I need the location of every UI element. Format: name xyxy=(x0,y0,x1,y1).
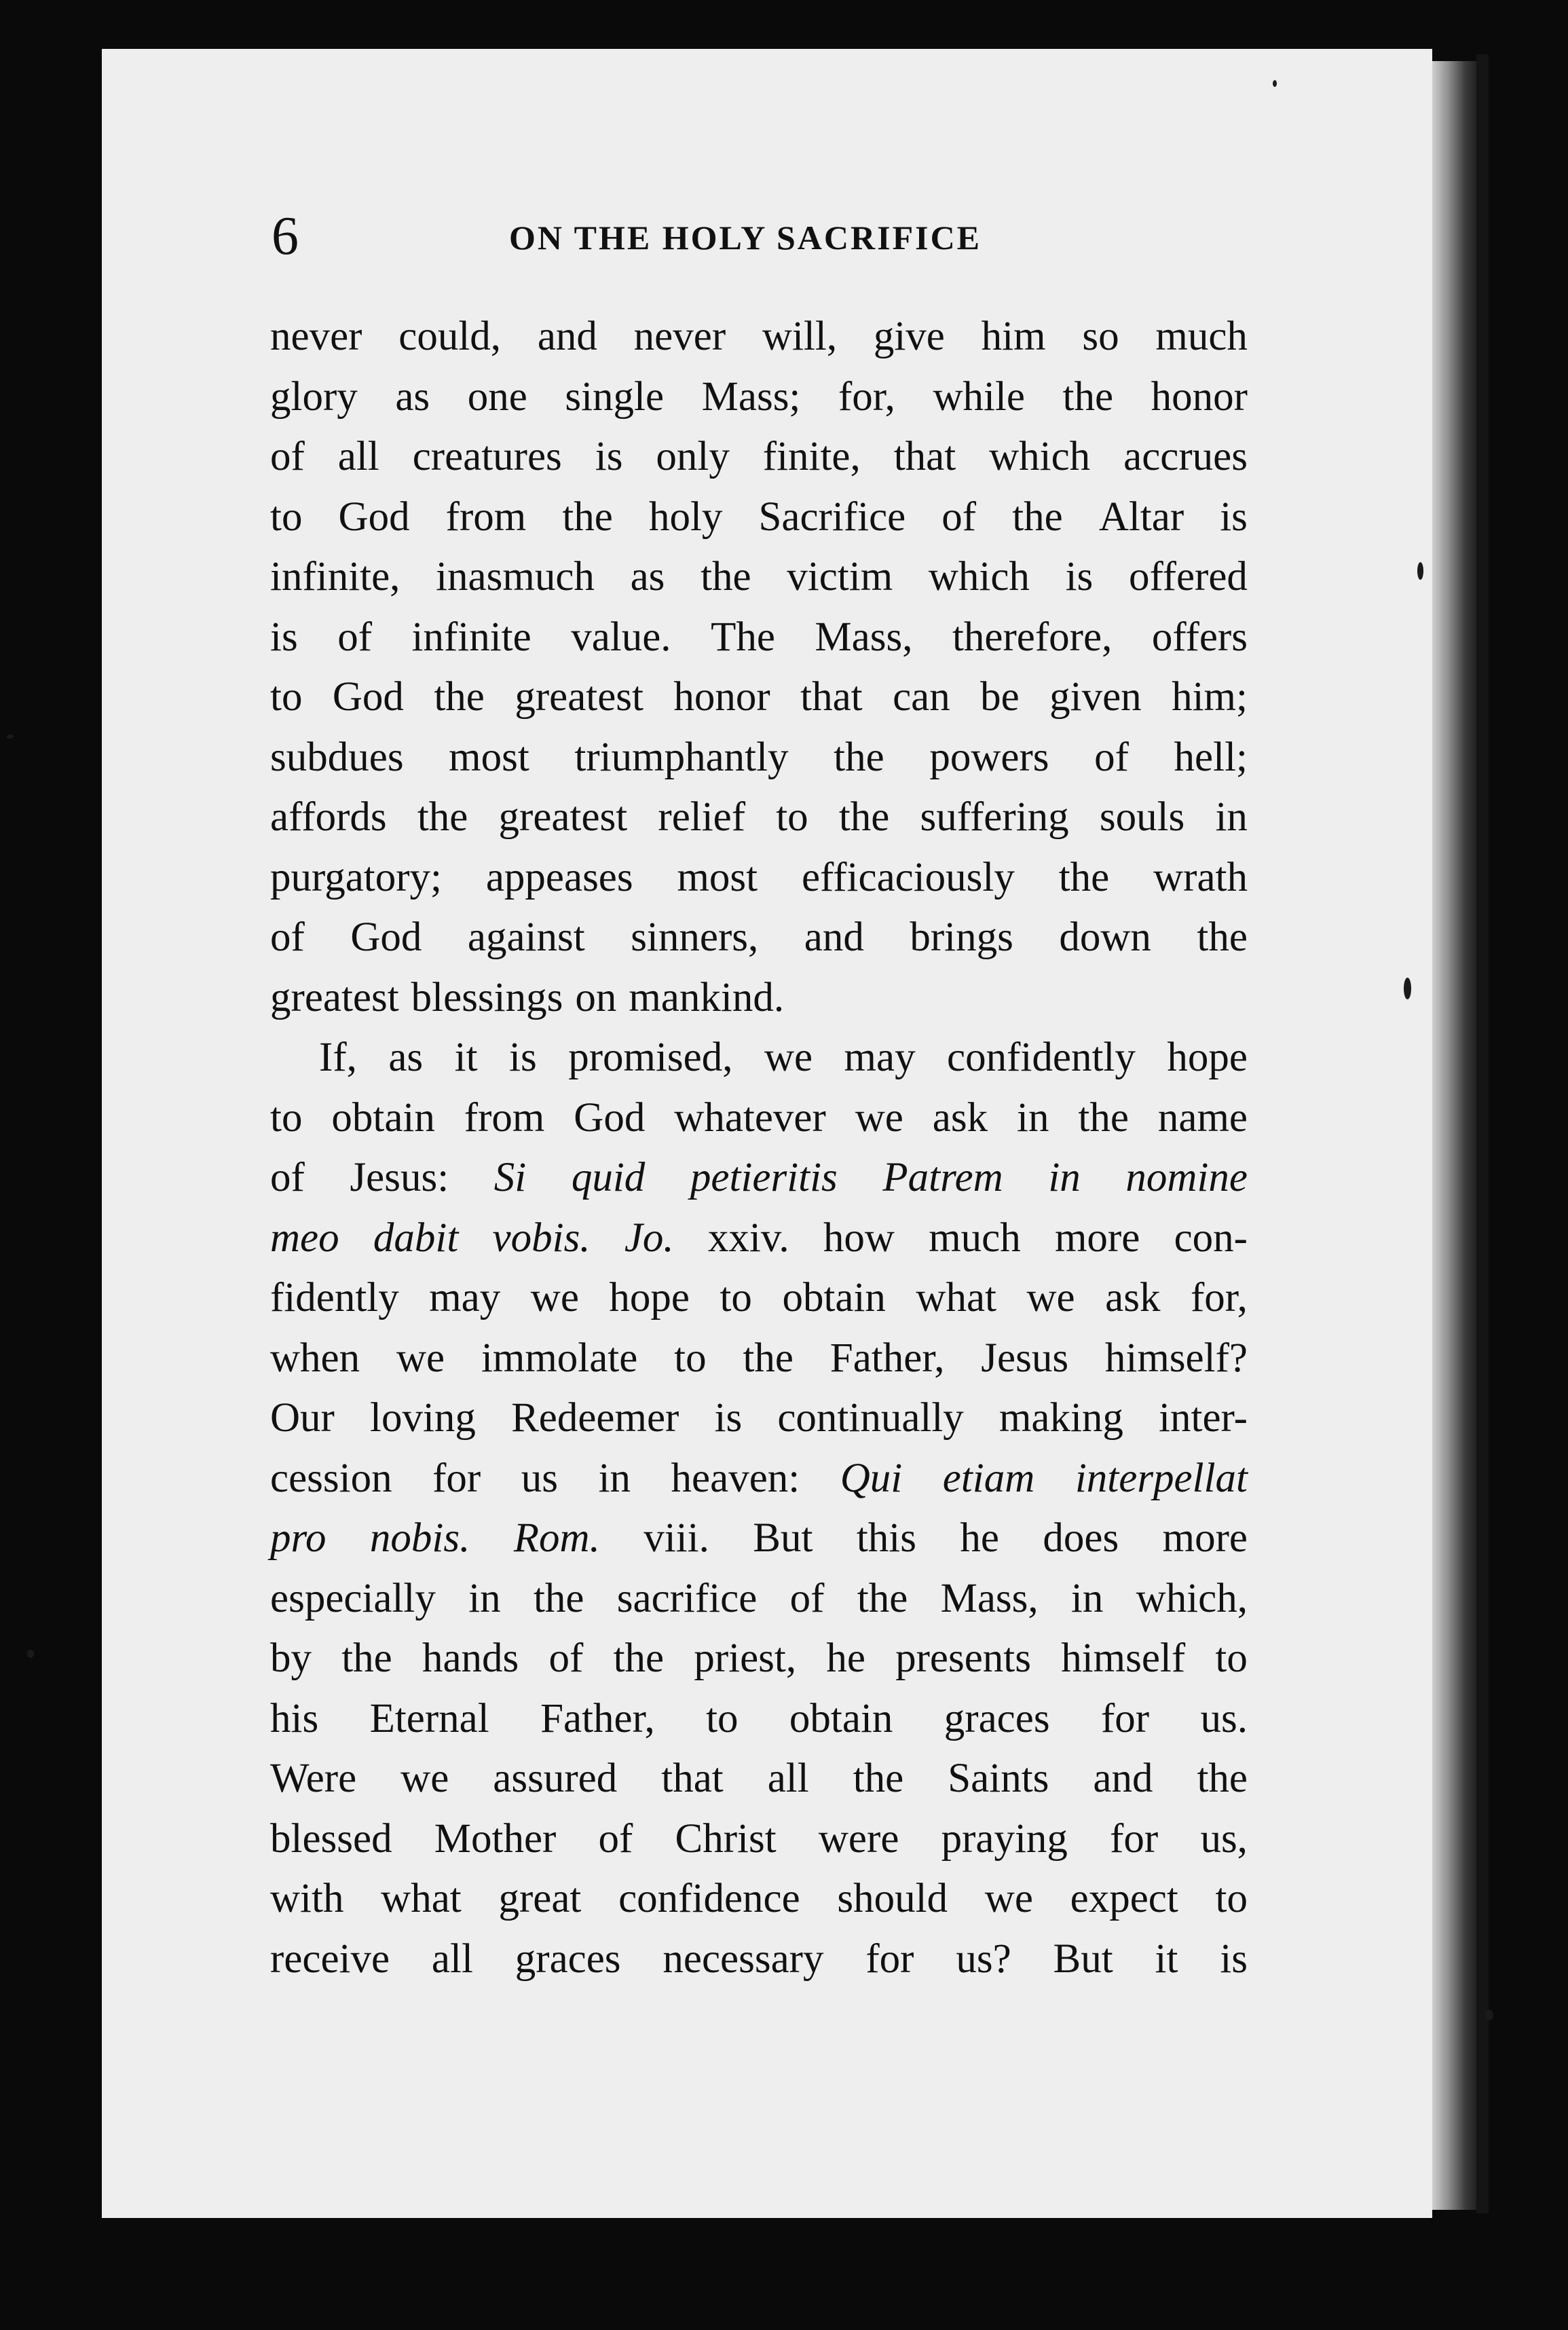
word: for, xyxy=(838,373,895,420)
word: against xyxy=(467,914,585,960)
word: name xyxy=(1157,1094,1248,1141)
word: victim xyxy=(787,554,893,599)
word: hope xyxy=(1167,1035,1248,1080)
word: Father, xyxy=(540,1695,655,1741)
word: God xyxy=(350,914,422,960)
word: of xyxy=(1094,734,1129,780)
word: Jo. xyxy=(624,1215,674,1261)
word: as xyxy=(388,1035,424,1080)
word: most xyxy=(449,734,529,780)
word: Mass, xyxy=(940,1575,1039,1621)
word: which xyxy=(989,434,1091,479)
word: God xyxy=(338,494,410,540)
text-line xyxy=(270,1268,1248,1329)
text-line xyxy=(270,908,1248,968)
word: nobis. xyxy=(369,1515,470,1561)
word: us xyxy=(521,1455,559,1501)
word: obtain xyxy=(789,1695,893,1741)
word: will, xyxy=(762,314,838,359)
word: presents xyxy=(895,1635,1031,1681)
word: wrath xyxy=(1153,854,1248,900)
word: the xyxy=(1197,1756,1248,1801)
word: graces xyxy=(515,1936,621,1982)
word: of xyxy=(941,494,977,540)
word: to xyxy=(270,1094,303,1141)
word: efficaciously xyxy=(801,854,1015,900)
word: glory xyxy=(270,373,358,420)
word: pro xyxy=(270,1515,326,1561)
word: this xyxy=(856,1515,916,1561)
word: him; xyxy=(1172,674,1248,720)
text-line xyxy=(270,1869,1248,1929)
word: the xyxy=(838,794,890,840)
word: more xyxy=(1162,1515,1248,1561)
word: Mother xyxy=(434,1815,557,1862)
text-line xyxy=(270,1809,1248,1870)
word: what xyxy=(381,1876,462,1921)
word: single xyxy=(565,373,665,420)
word: blessings xyxy=(411,974,563,1020)
word: dabit xyxy=(373,1215,459,1261)
text-line xyxy=(270,608,1248,668)
word: as xyxy=(395,373,430,420)
word: of xyxy=(337,614,373,660)
word: from xyxy=(464,1094,545,1141)
word: inter- xyxy=(1159,1395,1248,1441)
word: the xyxy=(1197,914,1248,960)
word: Sacrifice xyxy=(758,494,906,540)
word: Jesus: xyxy=(350,1155,449,1200)
text-line xyxy=(270,1028,1248,1088)
word: the xyxy=(1012,494,1063,540)
word: in xyxy=(1070,1575,1104,1621)
word: of xyxy=(270,914,305,960)
word: therefore, xyxy=(952,614,1113,660)
page-edge-shadow xyxy=(1432,61,1480,2210)
word: which, xyxy=(1136,1575,1248,1621)
text-line xyxy=(270,1509,1248,1569)
word: more xyxy=(1054,1215,1140,1261)
word: receive xyxy=(270,1936,390,1982)
word: his xyxy=(270,1695,319,1741)
word: given xyxy=(1049,674,1142,720)
word: could, xyxy=(398,314,502,359)
word: in xyxy=(1215,794,1248,840)
word: especially xyxy=(270,1575,436,1621)
word: the xyxy=(743,1335,794,1381)
scan-speck xyxy=(1273,80,1277,87)
word: himself xyxy=(1061,1635,1186,1681)
word: we xyxy=(984,1876,1033,1921)
text-line xyxy=(270,667,1248,728)
text-line xyxy=(270,547,1248,608)
word: he xyxy=(826,1635,865,1681)
text-line xyxy=(270,1329,1248,1389)
word: hope xyxy=(609,1275,690,1320)
text-line xyxy=(270,1449,1248,1509)
word: assured xyxy=(493,1756,618,1801)
word: the xyxy=(562,494,613,540)
word: affords xyxy=(270,794,387,840)
word: whatever xyxy=(674,1094,826,1141)
word: in xyxy=(598,1455,631,1501)
text-line xyxy=(270,1148,1248,1208)
body-text xyxy=(270,307,1248,1989)
word: the xyxy=(434,674,485,720)
word: while xyxy=(933,373,1025,420)
word: sacrifice xyxy=(616,1575,758,1621)
word: is xyxy=(1065,554,1094,599)
word: by xyxy=(270,1635,312,1681)
word: appeases xyxy=(485,854,633,900)
word: for xyxy=(865,1936,914,1982)
word: brings xyxy=(910,914,1013,960)
word: we xyxy=(1026,1275,1075,1320)
word: If, xyxy=(319,1035,357,1080)
word: Were xyxy=(270,1756,357,1801)
word: nomine xyxy=(1125,1155,1248,1200)
word: obtain xyxy=(782,1275,886,1320)
word: obtain xyxy=(331,1094,435,1141)
word: and xyxy=(537,314,597,359)
text-line xyxy=(270,728,1248,788)
word: ask xyxy=(1105,1275,1161,1320)
word: expect xyxy=(1070,1876,1178,1921)
word: him xyxy=(981,314,1046,359)
word: the xyxy=(1062,373,1114,420)
text-line xyxy=(270,1749,1248,1809)
word: the xyxy=(533,1575,584,1621)
word: we xyxy=(530,1275,579,1320)
word: sinners, xyxy=(631,914,759,960)
word: is xyxy=(509,1035,537,1080)
word: much xyxy=(929,1215,1021,1261)
word: may xyxy=(429,1275,501,1320)
scan-speck xyxy=(27,1650,34,1658)
word: how xyxy=(823,1215,895,1261)
text-line xyxy=(270,1929,1248,1990)
word: making xyxy=(998,1395,1123,1441)
word: loving xyxy=(370,1395,476,1441)
word: honor xyxy=(1151,373,1248,420)
word: is xyxy=(1220,494,1248,540)
word: cession xyxy=(270,1455,392,1501)
word: infinite, xyxy=(270,554,400,599)
word: that xyxy=(661,1756,724,1801)
word: for xyxy=(1110,1815,1159,1862)
word: creatures xyxy=(412,434,562,479)
word: all xyxy=(767,1756,809,1801)
scan-speck xyxy=(7,735,14,739)
word: all xyxy=(431,1936,473,1982)
page-number: 6 xyxy=(272,206,299,266)
word: all xyxy=(337,434,379,479)
word: himself? xyxy=(1104,1335,1248,1381)
word: souls xyxy=(1099,794,1185,840)
word: may xyxy=(844,1035,916,1080)
word: triumphantly xyxy=(574,734,789,780)
word: to xyxy=(1215,1635,1248,1681)
word: praying xyxy=(941,1815,1068,1862)
word: us, xyxy=(1200,1815,1248,1862)
word: of xyxy=(270,1155,305,1200)
word: is xyxy=(714,1395,743,1441)
word: Christ xyxy=(675,1815,777,1862)
word: purgatory; xyxy=(270,854,442,900)
word: But xyxy=(1053,1936,1113,1982)
word: finite, xyxy=(762,434,861,479)
word: the xyxy=(417,794,468,840)
word: we xyxy=(855,1094,903,1141)
word: immolate xyxy=(481,1335,638,1381)
word: promised, xyxy=(568,1035,733,1080)
text-line xyxy=(270,307,1248,367)
word: hell; xyxy=(1174,734,1248,780)
text-line xyxy=(270,427,1248,487)
word: never xyxy=(270,314,362,359)
word: to xyxy=(270,674,303,720)
word: blessed xyxy=(270,1815,392,1862)
word: viii. xyxy=(643,1515,709,1561)
word: accrues xyxy=(1123,434,1248,479)
word: Father, xyxy=(829,1335,945,1381)
word: infinite xyxy=(411,614,531,660)
word: Qui xyxy=(840,1455,903,1501)
scan-speck xyxy=(1404,978,1411,999)
word: confidently xyxy=(947,1035,1136,1080)
word: great xyxy=(498,1876,582,1921)
word: Eternal xyxy=(369,1695,489,1741)
word: hands xyxy=(422,1635,519,1681)
word: give xyxy=(873,314,945,359)
word: what xyxy=(916,1275,996,1320)
text-line xyxy=(270,1388,1248,1449)
word: is xyxy=(595,434,623,479)
word: heaven: xyxy=(671,1455,800,1501)
word: inasmuch xyxy=(436,554,595,599)
word: when xyxy=(270,1335,360,1381)
text-line xyxy=(270,788,1248,848)
word: graces xyxy=(944,1695,1050,1741)
text-line xyxy=(270,968,1248,1029)
word: etiam xyxy=(942,1455,1035,1501)
word: God xyxy=(332,674,404,720)
word: the xyxy=(701,554,751,599)
word: so xyxy=(1082,314,1119,359)
word: most xyxy=(677,854,758,900)
text-line xyxy=(270,1689,1248,1750)
word: we xyxy=(764,1035,813,1080)
word: greatest xyxy=(515,674,643,720)
word: were xyxy=(818,1815,899,1862)
word: Redeemer xyxy=(511,1395,679,1441)
word: ask xyxy=(932,1094,988,1141)
word: subdues xyxy=(270,734,404,780)
word: interpellat xyxy=(1075,1455,1248,1501)
word: mankind. xyxy=(629,974,785,1020)
word: never xyxy=(633,314,726,359)
word: quid xyxy=(571,1155,646,1200)
word: Si xyxy=(493,1155,527,1200)
text-line xyxy=(270,1088,1248,1149)
word: xxiv. xyxy=(707,1215,789,1261)
word: priest, xyxy=(694,1635,797,1681)
word: to xyxy=(706,1695,739,1741)
word: the xyxy=(857,1575,908,1621)
word: much xyxy=(1155,314,1248,359)
word: Rom. xyxy=(513,1515,600,1561)
word: that xyxy=(893,434,956,479)
word: continually xyxy=(777,1395,964,1441)
scan-speck xyxy=(1417,562,1423,580)
text-line xyxy=(270,1208,1248,1269)
word: in xyxy=(468,1575,501,1621)
word: Our xyxy=(270,1395,335,1441)
word: to xyxy=(720,1275,752,1320)
word: fidently xyxy=(270,1275,399,1320)
word: he xyxy=(960,1515,999,1561)
word: to xyxy=(270,494,303,540)
word: of xyxy=(789,1575,825,1621)
word: we xyxy=(400,1756,449,1801)
word: Altar xyxy=(1098,494,1184,540)
text-line xyxy=(270,487,1248,548)
running-head xyxy=(272,206,1249,266)
scan-speck xyxy=(1485,2010,1493,2020)
word: for, xyxy=(1190,1275,1248,1320)
word: But xyxy=(753,1515,813,1561)
word: to xyxy=(674,1335,707,1381)
word: confidence xyxy=(618,1876,800,1921)
word: which xyxy=(928,554,1030,599)
running-title: ON THE HOLY SACRIFICE xyxy=(509,219,982,257)
word: the xyxy=(613,1635,665,1681)
text-line xyxy=(270,1569,1248,1629)
word: Jesus xyxy=(981,1335,1069,1381)
text-line xyxy=(270,367,1248,428)
word: meo xyxy=(270,1215,339,1261)
word: only xyxy=(656,434,730,479)
word: in xyxy=(1017,1094,1049,1141)
word: the xyxy=(834,734,884,780)
word: offers xyxy=(1151,614,1248,660)
word: honor xyxy=(673,674,770,720)
word: con- xyxy=(1174,1215,1248,1261)
word: does xyxy=(1043,1515,1119,1561)
word: and xyxy=(804,914,864,960)
word: the xyxy=(853,1756,904,1801)
word: us. xyxy=(1200,1695,1248,1741)
word: one xyxy=(467,373,527,420)
word: be xyxy=(980,674,1020,720)
word: the xyxy=(1078,1094,1129,1141)
word: as xyxy=(630,554,665,599)
word: greatest xyxy=(498,794,628,840)
word: greatest xyxy=(270,974,399,1020)
word: in xyxy=(1048,1155,1081,1200)
word: offered xyxy=(1128,554,1248,599)
word: to xyxy=(1215,1876,1248,1921)
word: is xyxy=(1220,1936,1248,1982)
word: that xyxy=(800,674,863,720)
word: powers xyxy=(929,734,1049,780)
text-line xyxy=(270,1629,1248,1689)
word: us? xyxy=(956,1936,1011,1982)
word: and xyxy=(1093,1756,1153,1801)
word: Mass; xyxy=(701,373,801,420)
word: of xyxy=(270,434,305,479)
word: it xyxy=(454,1035,478,1080)
word: vobis. xyxy=(492,1215,591,1261)
word: with xyxy=(270,1876,344,1921)
word: necessary xyxy=(662,1936,824,1982)
word: petieritis xyxy=(690,1155,838,1200)
word: on xyxy=(575,974,617,1020)
word: is xyxy=(270,614,298,660)
page-edge-border xyxy=(1476,54,1489,2213)
word: Saints xyxy=(948,1756,1049,1801)
word: of xyxy=(548,1635,584,1681)
word: it xyxy=(1155,1936,1178,1982)
word: from xyxy=(445,494,527,540)
word: relief xyxy=(658,794,746,840)
word: holy xyxy=(648,494,723,540)
text-line xyxy=(270,848,1248,908)
word: the xyxy=(1058,854,1110,900)
word: The xyxy=(711,614,775,660)
word: Patrem xyxy=(882,1155,1003,1200)
word: for xyxy=(1100,1695,1150,1741)
word: for xyxy=(432,1455,481,1501)
word: of xyxy=(598,1815,633,1862)
word: to xyxy=(776,794,808,840)
word: Mass, xyxy=(815,614,913,660)
word: should xyxy=(837,1876,948,1921)
word: God xyxy=(574,1094,646,1141)
word: down xyxy=(1059,914,1151,960)
word: value. xyxy=(571,614,671,660)
word: we xyxy=(396,1335,445,1381)
word: suffering xyxy=(920,794,1069,840)
word: the xyxy=(341,1635,392,1681)
word: can xyxy=(893,674,950,720)
